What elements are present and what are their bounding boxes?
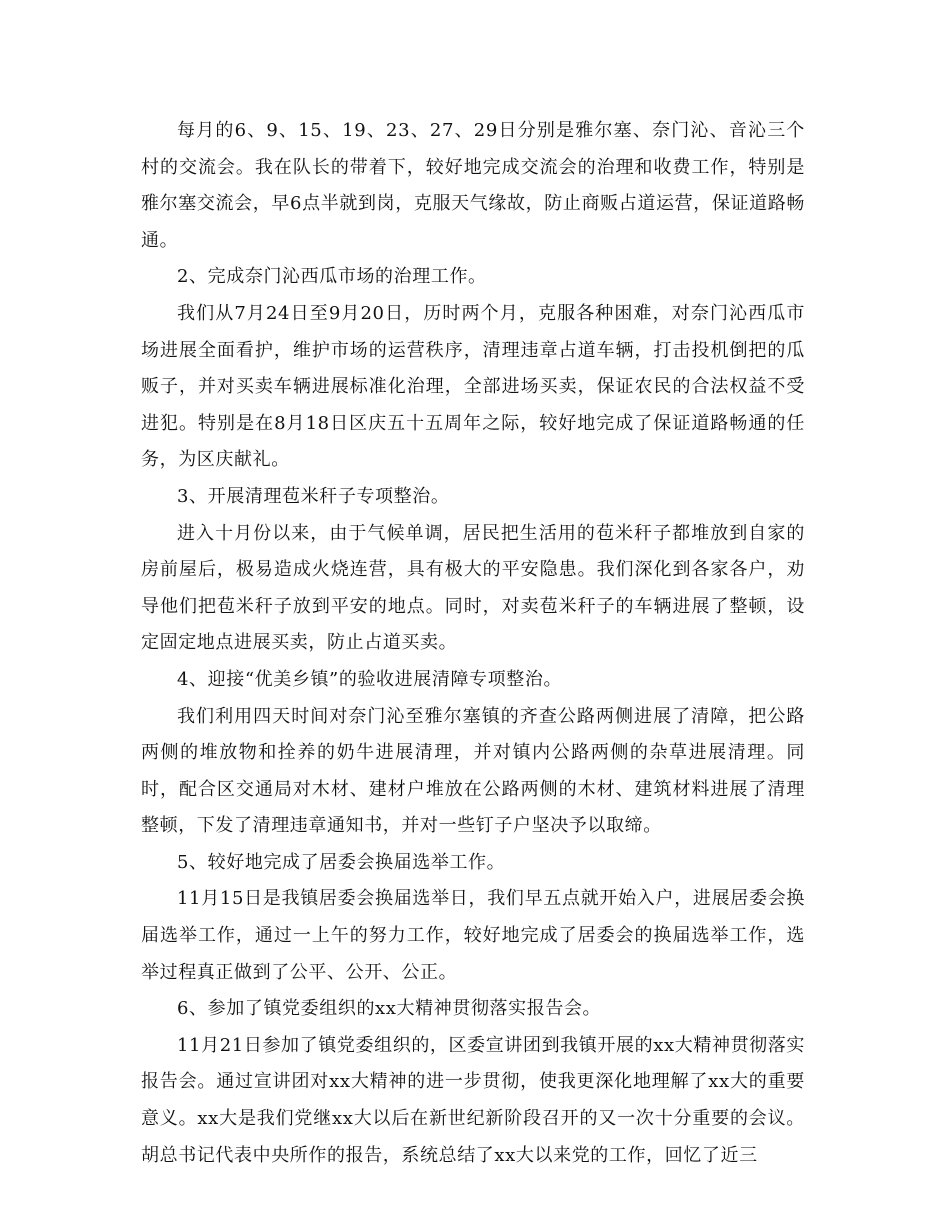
paragraph-exchange-meetings: 每月的6、9、15、19、23、27、29日分别是雅尔塞、奈门沁、音沁三个村的交流会。我在队长的带着下，较好地完成交流会的治理和收费工作，特别是雅尔塞交流会，早6点半就到岗，克服天气缘故，防止商贩占道运营，保证道路畅通。 [141,120,805,251]
paragraph-watermelon-market: 我们从7月24日至9月20日，历时两个月，克服各种困难，对奈门沁西瓜市场进展全面看护，维护市场的运营秩序，清理违章占道车辆，打击投机倒把的瓜贩子，并对买卖车辆进展标准化治理，全部进场买卖，保证农民的合法权益不受进犯。特别是在8月18日区庆五十五周年之际，较好地完成了保证道路畅通的任务，为区庆献礼。 [141,302,805,471]
paragraph-election: 11月15日是我镇居委会换届选举日，我们早五点就开始入户，进展居委会换届选举工作，通过一上午的努力工作，较好地完成了居委会的换届选举工作，选举过程真正做到了公平、公开、公正。 [141,888,805,983]
paragraph-road-clearing: 我们利用四天时间对奈门沁至雅尔塞镇的齐查公路两侧进展了清障，把公路两侧的堆放物和拴养的奶牛进展清理，并对镇内公路两侧的杂草进展清理。同时，配合区交通局对木材、建材户堆放在公路两侧的木材、建筑材料进展了清理整顿，下发了清理违章通知书，并对一些钉子户坚决予以取缔。 [141,705,805,837]
document-body [141,113,805,1174]
paragraph-corn-stalks: 进入十月份以来，由于气候单调，居民把生活用的苞米秆子都堆放到自家的房前屋后，极易造成火烧连营，具有极大的平安隐患。我们深化到各家各户，劝导他们把苞米秆子放到平安的地点。同时，对卖苞米秆子的车辆进展了整顿，设定固定地点进展买卖，防止占道买卖。 [141,522,805,654]
heading-item-6: 6、参加了镇党委组织的xx大精神贯彻落实报告会。 [177,998,602,1020]
heading-item-5: 5、较好地完成了居委会换届选举工作。 [177,851,506,873]
heading-item-2: 2、完成奈门沁西瓜市场的治理工作。 [177,266,487,288]
heading-item-3: 3、开展清理苞米秆子专项整治。 [177,485,450,507]
paragraph-report-meeting: 11月21日参加了镇党委组织的，区委宣讲团到我镇开展的xx大精神贯彻落实报告会。通过宣讲团对xx大精神的进一步贯彻，使我更深化地理解了xx大的重要意义。xx大是我们党继xx大以后在新世纪新阶段召开的又一次十分重要的会议。胡总书记代表中央所作的报告，系统总结了xx大以来党的工作，回忆了近三 [141,1034,805,1166]
heading-item-4: 4、迎接“优美乡镇”的验收进展清障专项整治。 [177,668,563,690]
